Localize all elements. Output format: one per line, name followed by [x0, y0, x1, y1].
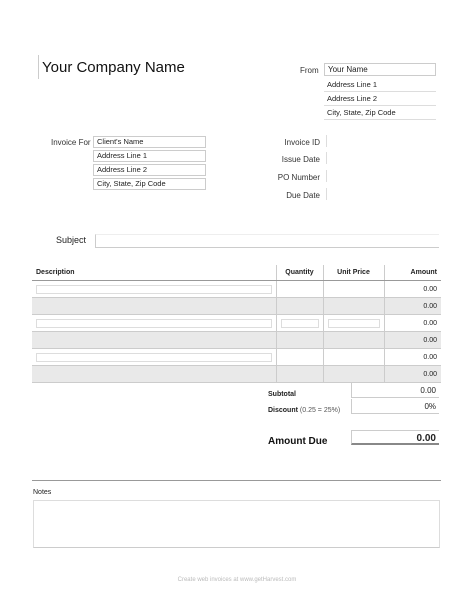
- amount-due-value: 0.00: [351, 430, 439, 445]
- description-input[interactable]: [36, 319, 272, 328]
- description-cell[interactable]: [32, 315, 276, 332]
- unit-price-cell[interactable]: [323, 366, 384, 383]
- unit-price-input[interactable]: [328, 319, 380, 328]
- unit-price-cell[interactable]: [323, 315, 384, 332]
- amount-due-label: Amount Due: [268, 436, 328, 447]
- notes-divider: [32, 480, 441, 481]
- subtotal-value: 0.00: [351, 383, 439, 398]
- amount-cell: 0.00: [384, 298, 441, 315]
- invoice-for-label: Invoice For: [51, 138, 91, 147]
- company-name[interactable]: Your Company Name: [38, 55, 185, 79]
- po-number-label: PO Number: [277, 173, 320, 182]
- due-date-field[interactable]: [326, 188, 437, 200]
- amount-header: Amount: [384, 265, 441, 281]
- from-label: From: [300, 66, 319, 75]
- quantity-cell[interactable]: [276, 366, 323, 383]
- description-cell[interactable]: [32, 281, 276, 298]
- table-row: [32, 349, 441, 366]
- quantity-cell[interactable]: [276, 349, 323, 366]
- notes-field[interactable]: [33, 500, 440, 548]
- from-city-state-zip-field[interactable]: City, State, Zip Code: [324, 107, 436, 120]
- description-cell[interactable]: [32, 332, 276, 349]
- unit-price-cell[interactable]: [323, 298, 384, 315]
- quantity-cell[interactable]: [276, 315, 323, 332]
- quantity-cell[interactable]: [276, 332, 323, 349]
- quantity-cell[interactable]: [276, 281, 323, 298]
- amount-cell: 0.00: [384, 281, 441, 298]
- table-row: [32, 332, 441, 349]
- unit-price-cell[interactable]: [323, 281, 384, 298]
- description-cell[interactable]: [32, 366, 276, 383]
- invoice-id-field[interactable]: [326, 135, 437, 147]
- discount-field[interactable]: 0%: [351, 399, 439, 414]
- notes-label: Notes: [33, 489, 52, 496]
- description-input[interactable]: [36, 353, 272, 362]
- description-cell[interactable]: [32, 298, 276, 315]
- discount-hint: (0.25 = 25%): [299, 407, 341, 414]
- unit-price-cell[interactable]: [323, 349, 384, 366]
- client-city-state-zip-field[interactable]: City, State, Zip Code: [93, 178, 206, 190]
- po-number-field[interactable]: [326, 170, 437, 182]
- client-name-field[interactable]: Client's Name: [93, 136, 206, 148]
- amount-cell: 0.00: [384, 332, 441, 349]
- amount-cell: 0.00: [384, 315, 441, 332]
- from-address-line-1-field[interactable]: Address Line 1: [324, 79, 436, 92]
- unit-price-header: Unit Price: [323, 265, 384, 281]
- footer-credit: Create web invoices at www.getHarvest.com: [177, 577, 297, 583]
- invoice-id-label: Invoice ID: [284, 138, 320, 147]
- client-address-line-2-field[interactable]: Address Line 2: [93, 164, 206, 176]
- discount-label-group: [268, 407, 340, 414]
- subject-field[interactable]: [95, 234, 439, 248]
- due-date-label: Due Date: [286, 191, 320, 200]
- amount-cell: 0.00: [384, 349, 441, 366]
- client-address-line-1-field[interactable]: Address Line 1: [93, 150, 206, 162]
- line-items-table: [32, 265, 441, 383]
- table-row: [32, 366, 441, 383]
- quantity-header: Quantity: [276, 265, 323, 281]
- subtotal-label: Subtotal: [268, 391, 296, 398]
- table-row: [32, 298, 441, 315]
- description-cell[interactable]: [32, 349, 276, 366]
- description-header: Description: [32, 265, 276, 281]
- from-address-line-2-field[interactable]: Address Line 2: [324, 93, 436, 106]
- subject-label: Subject: [56, 235, 87, 245]
- table-row: [32, 281, 441, 298]
- discount-label: Discount: [268, 407, 298, 414]
- table-row: [32, 315, 441, 332]
- quantity-cell[interactable]: [276, 298, 323, 315]
- quantity-input[interactable]: [281, 319, 319, 328]
- amount-cell: 0.00: [384, 366, 441, 383]
- from-name-field[interactable]: Your Name: [324, 63, 436, 76]
- issue-date-field[interactable]: [326, 152, 437, 164]
- description-input[interactable]: [36, 285, 272, 294]
- line-items-header-row: [32, 265, 441, 281]
- unit-price-cell[interactable]: [323, 332, 384, 349]
- issue-date-label: Issue Date: [281, 155, 320, 164]
